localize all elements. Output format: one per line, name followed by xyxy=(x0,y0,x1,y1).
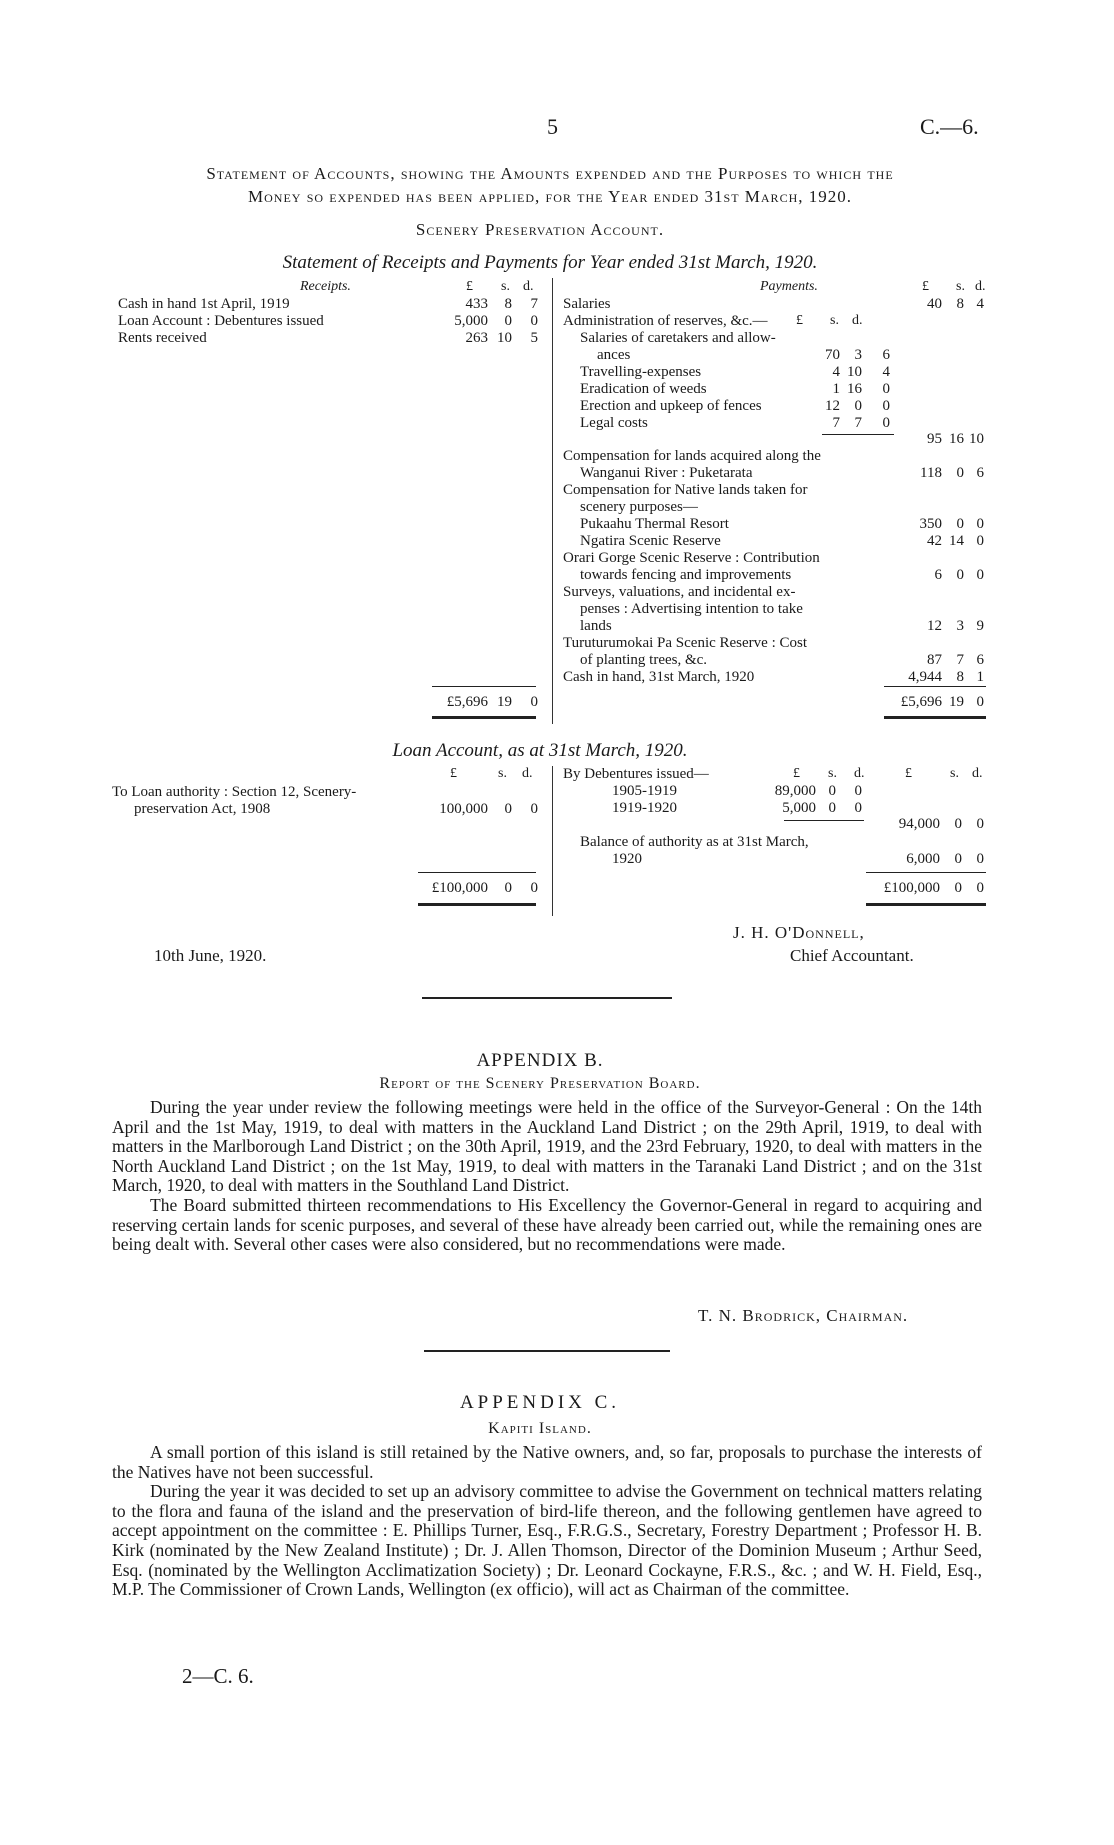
appendix-c-para2: During the year it was decided to set up an advisory committee to advise the Government on technical matters relating to the flora and fauna of the island and the preservation of bird-life thereon, and the following gentlemen have agreed to accept appointment on the committee : E. Phillips Turner, Esq., F.R.G.S., Secretary, Forestry Department ; Professor H. B. Kirk (nominated by the New Zealand Institute) ; Dr. J. Allen Thomson, Director of the Dominion Museum ; Arthur Seed, Esq. (nominated by the Wellington Acclimatization Society) ; Dr. Leonard Cockayne, F.R.S., &c. ; and W. H. Field, Esq., M.P. The Commissioner of Crown Lands, Wellington (ex officio), will act as Chairman of the committee. xyxy=(112,1481,982,1600)
cash-end-d: 1 xyxy=(976,669,984,685)
admin-item-fences-s: 0 xyxy=(854,398,862,414)
signature-date: 10th June, 1920. xyxy=(154,946,267,965)
receipts-total-s: 19 xyxy=(497,694,512,710)
payment-salaries-l: 40 xyxy=(927,296,942,312)
deb-total-d: 0 xyxy=(976,816,984,832)
appendix-c-body xyxy=(112,1443,982,1600)
deb-total-s: 0 xyxy=(954,816,962,832)
receipt-loan-s: 0 xyxy=(504,313,512,329)
statement-title-line2: Money so expended has been applied, for the Year ended 31st March, 1920. xyxy=(248,187,852,206)
balance-l: 6,000 xyxy=(906,851,940,867)
column-divider xyxy=(552,278,553,724)
cash-end-s: 8 xyxy=(956,669,964,685)
cash-end-label: Cash in hand, 31st March, 1920 xyxy=(563,669,755,685)
deb-1919-label: 1919-1920 xyxy=(612,800,677,816)
comp-pukaahu-l: 350 xyxy=(919,516,942,532)
payment-salaries-s: 8 xyxy=(956,296,964,312)
deb-pound-header: £ xyxy=(793,766,800,781)
deb-1919-s: 0 xyxy=(828,800,836,816)
comp-wanganui-d: 6 xyxy=(976,465,984,481)
balance-label: Balance of authority as at 31st March, xyxy=(580,834,809,850)
deb-total-l: 94,000 xyxy=(898,816,940,832)
loan-left-total-rule-bottom xyxy=(418,903,536,906)
admin-item-weeds-d: 0 xyxy=(882,381,890,397)
orari-l: 6 xyxy=(934,567,942,583)
loan-left-s: 0 xyxy=(504,801,512,817)
appendix-b-para1: During the year under review the following meetings were held in the office of the Surveyor-General : On the 14th April and the 1st May, 1919, to deal with matters in the Auckland Land District ; on the 29th April, 1919, to deal with matters in the Marlborough Land District ; on the 30th April, 1919, and the 23rd February, 1920, to deal with matters in the North Auckland Land District ; on the 1st May, 1919, to deal with matters in the Taranaki Land District ; and on the 31st March, 1920, to deal with matters in the Southland Land District. xyxy=(112,1097,982,1196)
sheet-mark: 2—C. 6. xyxy=(182,1664,254,1688)
receipts-total-l: £5,696 xyxy=(446,694,488,710)
loan-left-shilling-header: s. xyxy=(498,766,507,781)
deb-1905-d: 0 xyxy=(854,783,862,799)
admin-item-legal-label: Legal costs xyxy=(580,415,648,431)
appendix-c-para1: A small portion of this island is still retained by the Native owners, and, so far, proposals to purchase the interests of the Natives have not been successful. xyxy=(112,1442,982,1482)
signatory-name: J. H. O'Donnell, xyxy=(733,923,865,942)
admin-item-weeds-s: 16 xyxy=(847,381,862,397)
turu-label: Turuturumokai Pa Scenic Reserve : Cost xyxy=(563,635,808,651)
page-number: 5 xyxy=(547,114,558,139)
orari-label2: towards fencing and improvements xyxy=(580,567,792,583)
admin-pound-header: £ xyxy=(796,313,803,328)
payments-label: Payments. xyxy=(760,279,818,294)
loan-column-divider xyxy=(552,766,553,916)
admin-item-weeds-label: Eradication of weeds xyxy=(580,381,707,397)
surveys-label2: penses : Advertising intention to take xyxy=(580,601,803,617)
turu-label2: of planting trees, &c. xyxy=(580,652,708,668)
payments-pound-header: £ xyxy=(922,279,929,294)
loan-right-total-rule-top xyxy=(866,872,986,873)
admin-item-travel-l: 4 xyxy=(832,364,840,380)
deb-1905-label: 1905-1919 xyxy=(612,783,677,799)
admin-item-legal-d: 0 xyxy=(882,415,890,431)
deb-1919-d: 0 xyxy=(854,800,862,816)
receipt-rents-s: 10 xyxy=(497,330,512,346)
loan-right-total-rule-bottom xyxy=(866,903,986,906)
turu-d: 6 xyxy=(976,652,984,668)
admin-item-fences-label: Erection and upkeep of fences xyxy=(580,398,762,414)
turu-s: 7 xyxy=(956,652,964,668)
admin-item-fences-l: 12 xyxy=(825,398,840,414)
deb-subtotal-rule xyxy=(784,820,864,821)
appendix-b-signature: T. N. Brodrick, Chairman. xyxy=(698,1306,909,1325)
appendix-b-heading: APPENDIX B. xyxy=(476,1050,604,1071)
cash-end-l: 4,944 xyxy=(908,669,942,685)
deb-1905-s: 0 xyxy=(828,783,836,799)
admin-item-caretakers-label2: ances xyxy=(597,347,631,363)
loan-left-total-rule-top xyxy=(418,872,536,873)
surveys-s: 3 xyxy=(956,618,964,634)
balance-s: 0 xyxy=(954,851,962,867)
payment-salaries-label: Salaries xyxy=(563,296,611,312)
loan-left-label1: To Loan authority : Section 12, Scenery- xyxy=(112,784,357,800)
receipts-pound-header: £ xyxy=(466,279,473,294)
receipts-payments-heading: Statement of Receipts and Payments for Year ended 31st March, 1920. xyxy=(282,252,818,273)
receipt-cash-s: 8 xyxy=(504,296,512,312)
loan-left-total-l: £100,000 xyxy=(431,880,488,896)
orari-d: 0 xyxy=(976,567,984,583)
section-divider-2 xyxy=(424,1350,670,1352)
receipt-label-cash: Cash in hand 1st April, 1919 xyxy=(118,296,290,312)
deb-1905-l: 89,000 xyxy=(774,783,816,799)
payment-admin-label: Administration of reserves, &c.— xyxy=(563,313,768,329)
section-divider-1 xyxy=(422,997,672,999)
comp-wanganui-label: Compensation for lands acquired along the xyxy=(563,448,821,464)
doc-code: C.—6. xyxy=(920,114,979,139)
payments-shilling-header: s. xyxy=(956,279,965,294)
balance-d: 0 xyxy=(976,851,984,867)
signatory-title: Chief Accountant. xyxy=(790,946,914,965)
comp-pukaahu-s: 0 xyxy=(956,516,964,532)
admin-total-l: 95 xyxy=(927,431,942,447)
receipts-total-rule-bottom xyxy=(432,716,536,719)
receipts-label: Receipts. xyxy=(300,279,351,294)
admin-total-d: 10 xyxy=(969,431,984,447)
comp-ngatira-d: 0 xyxy=(976,533,984,549)
loan-right-pound-header: £ xyxy=(905,766,912,781)
receipt-cash-l: 433 xyxy=(465,296,488,312)
appendix-b-body xyxy=(112,1098,982,1255)
admin-item-travel-d: 4 xyxy=(882,364,890,380)
loan-left-pence-header: d. xyxy=(522,766,533,781)
loan-left-total-s: 0 xyxy=(504,880,512,896)
turu-l: 87 xyxy=(927,652,942,668)
admin-item-fences-d: 0 xyxy=(882,398,890,414)
admin-shilling-header: s. xyxy=(830,313,839,328)
deb-shilling-header: s. xyxy=(828,766,837,781)
appendix-b-subheading: Report of the Scenery Preservation Board. xyxy=(379,1075,701,1092)
receipt-rents-d: 5 xyxy=(530,330,538,346)
loan-left-total-d: 0 xyxy=(530,880,538,896)
appendix-c-subheading: Kapiti Island. xyxy=(488,1420,592,1437)
comp-wanganui-l: 118 xyxy=(920,465,942,481)
balance-label2: 1920 xyxy=(612,851,642,867)
payments-pence-header: d. xyxy=(975,279,986,294)
admin-item-travel-s: 10 xyxy=(847,364,862,380)
payments-total-rule-bottom xyxy=(884,716,986,719)
admin-item-weeds-l: 1 xyxy=(832,381,840,397)
loan-right-shilling-header: s. xyxy=(950,766,959,781)
loan-right-total-l: £100,000 xyxy=(883,880,940,896)
comp-wanganui-label2: Wanganui River : Puketarata xyxy=(580,465,753,481)
admin-item-caretakers-label: Salaries of caretakers and allow- xyxy=(580,330,776,346)
surveys-l: 12 xyxy=(927,618,942,634)
admin-pence-header: d. xyxy=(852,313,863,328)
admin-item-travel-label: Travelling-expenses xyxy=(580,364,702,380)
payment-salaries-d: 4 xyxy=(976,296,984,312)
payments-total-rule-top xyxy=(884,686,986,687)
receipts-total-d: 0 xyxy=(530,694,538,710)
receipt-rents-l: 263 xyxy=(465,330,488,346)
loan-right-label: By Debentures issued— xyxy=(563,766,709,782)
loan-account-heading: Loan Account, as at 31st March, 1920. xyxy=(392,740,688,761)
loan-right-pence-header: d. xyxy=(972,766,983,781)
account-title: Scenery Preservation Account. xyxy=(415,220,665,239)
comp-ngatira-label: Ngatira Scenic Reserve xyxy=(580,533,721,549)
admin-item-caretakers-l: 70 xyxy=(825,347,840,363)
surveys-label3: lands xyxy=(580,618,612,634)
comp-pukaahu-d: 0 xyxy=(976,516,984,532)
comp-wanganui-s: 0 xyxy=(956,465,964,481)
admin-item-caretakers-s: 3 xyxy=(854,347,862,363)
payments-total-s: 19 xyxy=(949,694,964,710)
statement-title-line1: Statement of Accounts, showing the Amounts expended and the Purposes to which the xyxy=(206,164,894,183)
receipts-total-rule-top xyxy=(432,686,536,687)
payments-total-l: £5,696 xyxy=(900,694,942,710)
receipt-loan-l: 5,000 xyxy=(454,313,488,329)
receipt-loan-d: 0 xyxy=(530,313,538,329)
loan-right-total-d: 0 xyxy=(976,880,984,896)
comp-native-label: Compensation for Native lands taken for xyxy=(563,482,808,498)
orari-label: Orari Gorge Scenic Reserve : Contribution xyxy=(563,550,820,566)
comp-ngatira-s: 14 xyxy=(949,533,964,549)
receipts-shilling-header: s. xyxy=(501,279,510,294)
loan-left-pound-header: £ xyxy=(450,766,457,781)
deb-1919-l: 5,000 xyxy=(782,800,816,816)
loan-right-total-s: 0 xyxy=(954,880,962,896)
comp-ngatira-l: 42 xyxy=(927,533,942,549)
orari-s: 0 xyxy=(956,567,964,583)
appendix-c-heading: APPENDIX C. xyxy=(459,1392,621,1413)
surveys-d: 9 xyxy=(976,618,984,634)
admin-item-legal-l: 7 xyxy=(832,415,840,431)
surveys-label: Surveys, valuations, and incidental ex- xyxy=(563,584,796,600)
comp-pukaahu-label: Pukaahu Thermal Resort xyxy=(580,516,729,532)
admin-item-legal-s: 7 xyxy=(854,415,862,431)
receipts-pence-header: d. xyxy=(523,279,534,294)
loan-left-label2: preservation Act, 1908 xyxy=(134,801,271,817)
comp-native-label2: scenery purposes— xyxy=(580,499,698,515)
admin-total-s: 16 xyxy=(949,431,964,447)
appendix-b-para2: The Board submitted thirteen recommendations to His Excellency the Governor-General in regard to acquiring and reserving certain lands for scenic purposes, and several of these have already been carried out, while the remaining ones are being dealt with. Several other cases were also considered, but no recommendations were made. xyxy=(112,1194,982,1255)
receipt-label-rents: Rents received xyxy=(118,330,207,346)
payments-total-d: 0 xyxy=(976,694,984,710)
loan-left-l: 100,000 xyxy=(439,801,488,817)
receipt-label-loan: Loan Account : Debentures issued xyxy=(118,313,324,329)
receipt-cash-d: 7 xyxy=(530,296,538,312)
deb-pence-header: d. xyxy=(854,766,865,781)
admin-item-caretakers-d: 6 xyxy=(882,347,890,363)
loan-left-d: 0 xyxy=(530,801,538,817)
